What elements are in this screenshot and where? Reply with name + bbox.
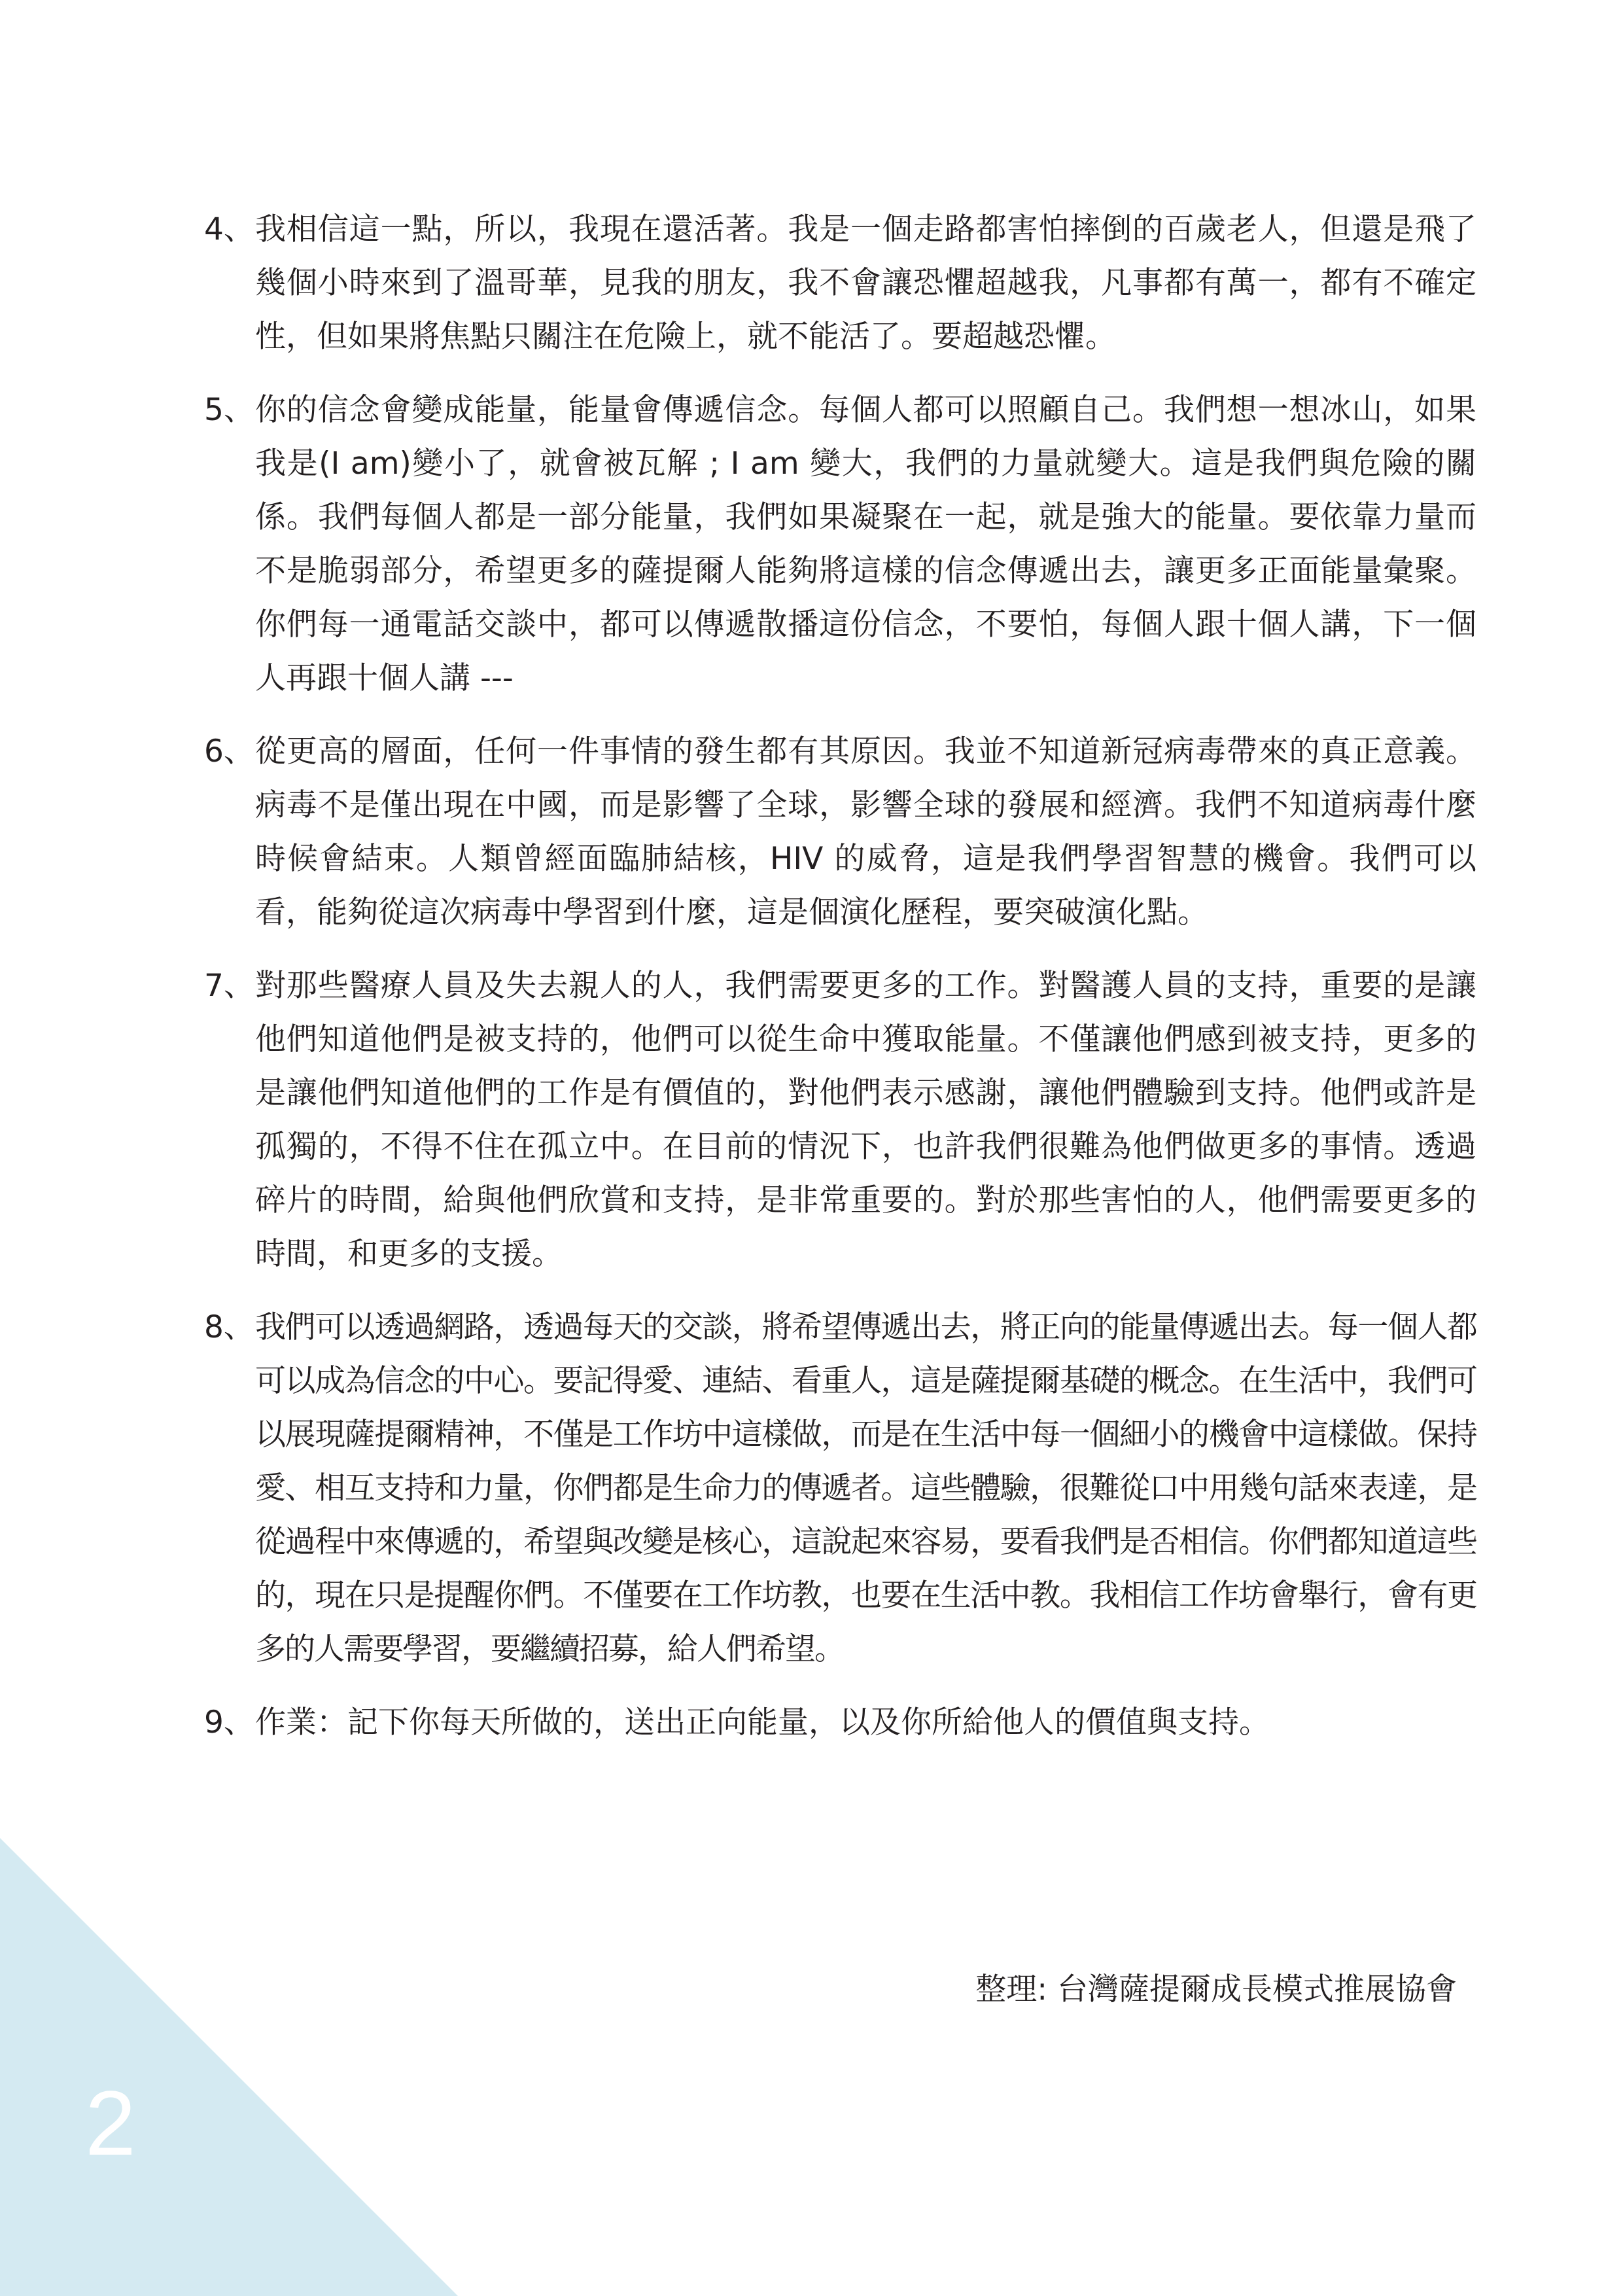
item-text: 你的信念會變成能量，能量會傳遞信念。每個人都可以照顧自己。我們想一想冰山，如果我是(I am)變小了，就會被瓦解 ; I am 變大，我們的力量就變大。這是我們與危險的關係。我們每個人都是一部分能量，我們如果凝聚在一起，就是強大的能量。要依靠力量而不是脆弱部分，希望更多的薩提爾人能夠將這樣的信念傳遞出去，讓更多正面能量彙聚。你們每一通電話交談中，都可以傳遞散播這份信念，不要怕，每個人跟十個人講，下一個人再跟十個人講 --- — [255, 392, 1476, 696]
credit-line: 整理: 台灣薩提爾成長模式推展協會 — [975, 1971, 1457, 2007]
item-text: 作業：記下你每天所做的，送出正向能量，以及你所給他人的價值與支持。 — [255, 1704, 1270, 1740]
list-item-8 — [204, 1301, 1476, 1676]
item-text: 我們可以透過網路，透過每天的交談，將希望傳遞出去，將正向的能量傳遞出去。每一個人都可以成為信念的中心。要記得愛、連結、看重人，這是薩提爾基礎的概念。在生活中，我們可以展現薩提爾精神，不僅是工作坊中這樣做，而是在生活中每一個細小的機會中這樣做。保持愛、相互支持和力量，你們都是生命力的傳遞者。這些體驗，很難從口中用幾句話來表達，是從過程中來傳遞的，希望與改變是核心，這說起來容易，要看我們是否相信。你們都知道這些的，現在只是提醒你們。不僅要在工作坊教，也要在生活中教。我相信工作坊會舉行，會有更多的人需要學習，要繼續招募，給人們希望。 — [255, 1309, 1476, 1667]
item-number: 7、 — [204, 968, 254, 1004]
item-number: 4、 — [204, 211, 254, 247]
item-number: 5、 — [204, 392, 254, 428]
item-number: 6、 — [204, 733, 254, 769]
list-item-4 — [204, 203, 1476, 364]
list-item-9 — [204, 1696, 1476, 1750]
document-body — [204, 203, 1476, 1769]
list-item-5 — [204, 383, 1476, 705]
item-number: 8、 — [204, 1309, 254, 1345]
page-number: 2 — [85, 2072, 136, 2174]
item-number: 9、 — [204, 1704, 254, 1740]
list-item-6 — [204, 725, 1476, 940]
item-text: 對那些醫療人員及失去親人的人，我們需要更多的工作。對醫護人員的支持，重要的是讓他們知道他們是被支持的，他們可以從生命中獲取能量。不僅讓他們感到被支持，更多的是讓他們知道他們的工作是有價值的，對他們表示感謝，讓他們體驗到支持。他們或許是孤獨的，不得不住在孤立中。在目前的情況下，也許我們很難為他們做更多的事情。透過碎片的時間，給與他們欣賞和支持，是非常重要的。對於那些害怕的人，他們需要更多的時間，和更多的支援。 — [255, 968, 1476, 1272]
item-text: 從更高的層面，任何一件事情的發生都有其原因。我並不知道新冠病毒帶來的真正意義。病毒不是僅出現在中國，而是影響了全球，影響全球的發展和經濟。我們不知道病毒什麼時候會結束。人類曾經面臨肺結核，HIV 的威脅，這是我們學習智慧的機會。我們可以看，能夠從這次病毒中學習到什麼，這是個演化歷程，要突破演化點。 — [255, 733, 1476, 930]
list-item-7 — [204, 959, 1476, 1281]
corner-triangle — [0, 1838, 458, 2296]
corner-decoration — [0, 1838, 458, 2296]
item-text: 我相信這一點，所以，我現在還活著。我是一個走路都害怕摔倒的百歲老人，但還是飛了幾個小時來到了溫哥華，見我的朋友，我不會讓恐懼超越我，凡事都有萬一，都有不確定性，但如果將焦點只關注在危險上，就不能活了。要超越恐懼。 — [255, 211, 1476, 355]
